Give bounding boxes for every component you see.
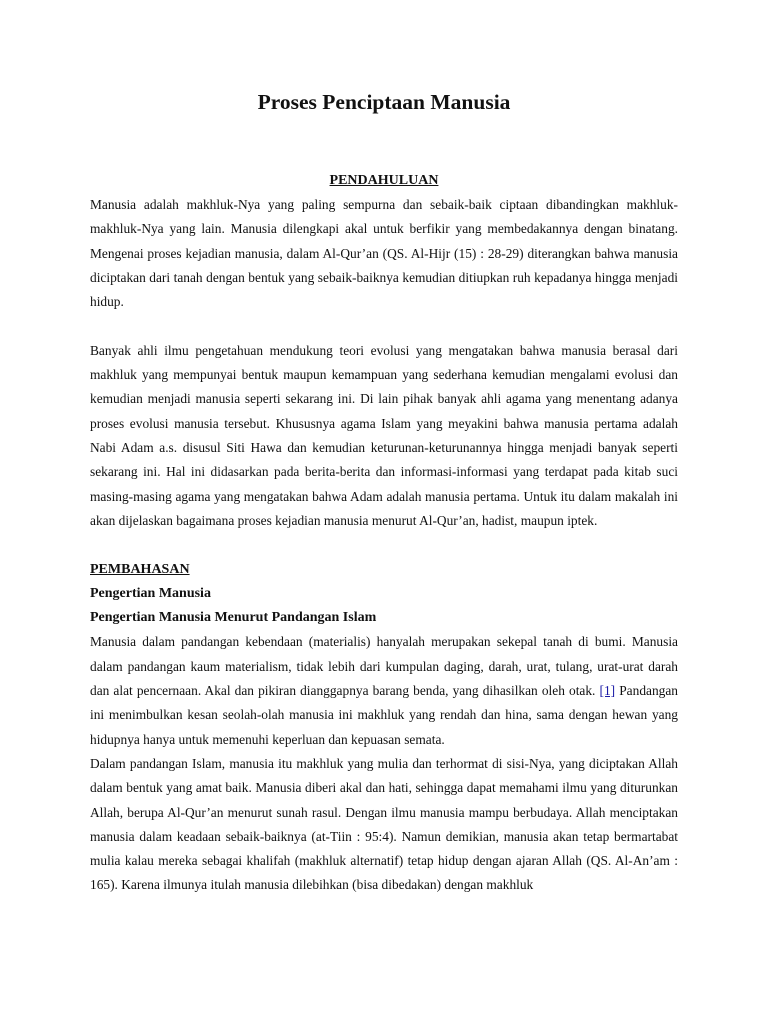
body-paragraph-1-text-end: Pandangan ini menimbulkan kesan seolah-olah manusia ini makhluk yang rendah dan hina, sama dengan hewan yang hidupnya hanya untuk memenuhi keperluan dan kepuasan semata. xyxy=(90,683,678,747)
subheading-pengertian-manusia: Pengertian Manusia xyxy=(90,585,211,601)
body-paragraph-1-text-start: Manusia dalam pandangan kebendaan (materialis) hanyalah merupakan sekepal tanah di bumi. Manusia dalam pandangan kaum materialism, tidak lebih dari kumpulan daging, darah, urat, tulang, urat-urat darah dan alat pencernaan. Akal dan pikiran dianggapnya barang benda, yang dihasilkan oleh otak. xyxy=(90,634,678,699)
intro-paragraph-1: Manusia adalah makhluk-Nya yang paling sempurna dan sebaik-baik ciptaan dibandingkan makhluk-makhluk-Nya yang lain. Manusia dilengkapi akal untuk berfikir yang membedakannya dengan binatang. Mengenai proses kejadian manusia, dalam Al-Qur’an (QS. Al-Hijr (15) : 28-29) diterangkan bahwa manusia diciptakan dari tanah dengan bentuk yang sebaik-baiknya kemudian ditiupkan ruh kepadanya hingga menjadi hidup. xyxy=(90,197,678,310)
body-paragraph-2: Dalam pandangan Islam, manusia itu makhluk yang mulia dan terhormat di sisi-Nya, yang diciptakan Allah dalam bentuk yang amat baik. Manusia diberi akal dan hati, sehingga dapat memahami ilmu yang diturunkan Allah, berupa Al-Qur’an menurut sunah rasul. Dengan ilmu manusia mampu berbudaya. Allah menciptakan manusia dalam keadaan sebaik-baiknya (at-Tiin : 95:4). Namun demikian, manusia akan tetap bermartabat mulia kalau mereka sebagai khalifah (makhluk alternatif) tetap hidup dengan ajaran Allah (QS. Al-An’am : 165). Karena ilmunya itulah manusia dilebihkan (bisa dibedakan) dengan makhluk xyxy=(90,755,678,893)
document-content xyxy=(90,90,678,898)
discussion-heading: PEMBAHASAN xyxy=(90,561,190,577)
section-spacer xyxy=(90,533,678,557)
document-title: Proses Penciptaan Manusia xyxy=(257,90,511,114)
footnote-link-1[interactable]: [1] xyxy=(599,683,616,699)
intro-paragraph-2: Banyak ahli ilmu pengetahuan mendukung teori evolusi yang mengatakan bahwa manusia berasal dari makhluk yang mempunyai bentuk maupun kemampuan yang sederhana kemudian mengalami evolusi dan kemudian menjadi manusia seperti sekarang ini. Di lain pihak banyak ahli agama yang menentang adanya proses evolusi manusia tersebut. Khususnya agama Islam yang meyakini bahwa manusia pertama adalah Nabi Adam a.s. disusul Siti Hawa dan kemudian keturunan-keturunannya hingga menjadi banyak seperti sekarang ini. Hal ini didasarkan pada berita-berita dan informasi-informasi yang terdapat pada kitab suci masing-masing agama yang mengatakan bahwa Adam adalah manusia pertama. Untuk itu dalam makalah ini akan dijelaskan bagaimana proses kejadian manusia menurut Al-Qur’an, hadist, maupun iptek. xyxy=(90,342,678,528)
body-paragraph-1 xyxy=(90,630,678,751)
subheading-pandangan-islam: Pengertian Manusia Menurut Pandangan Islam xyxy=(90,610,377,626)
paragraph-spacer xyxy=(90,315,678,339)
intro-heading: PENDAHULUAN xyxy=(329,172,439,188)
